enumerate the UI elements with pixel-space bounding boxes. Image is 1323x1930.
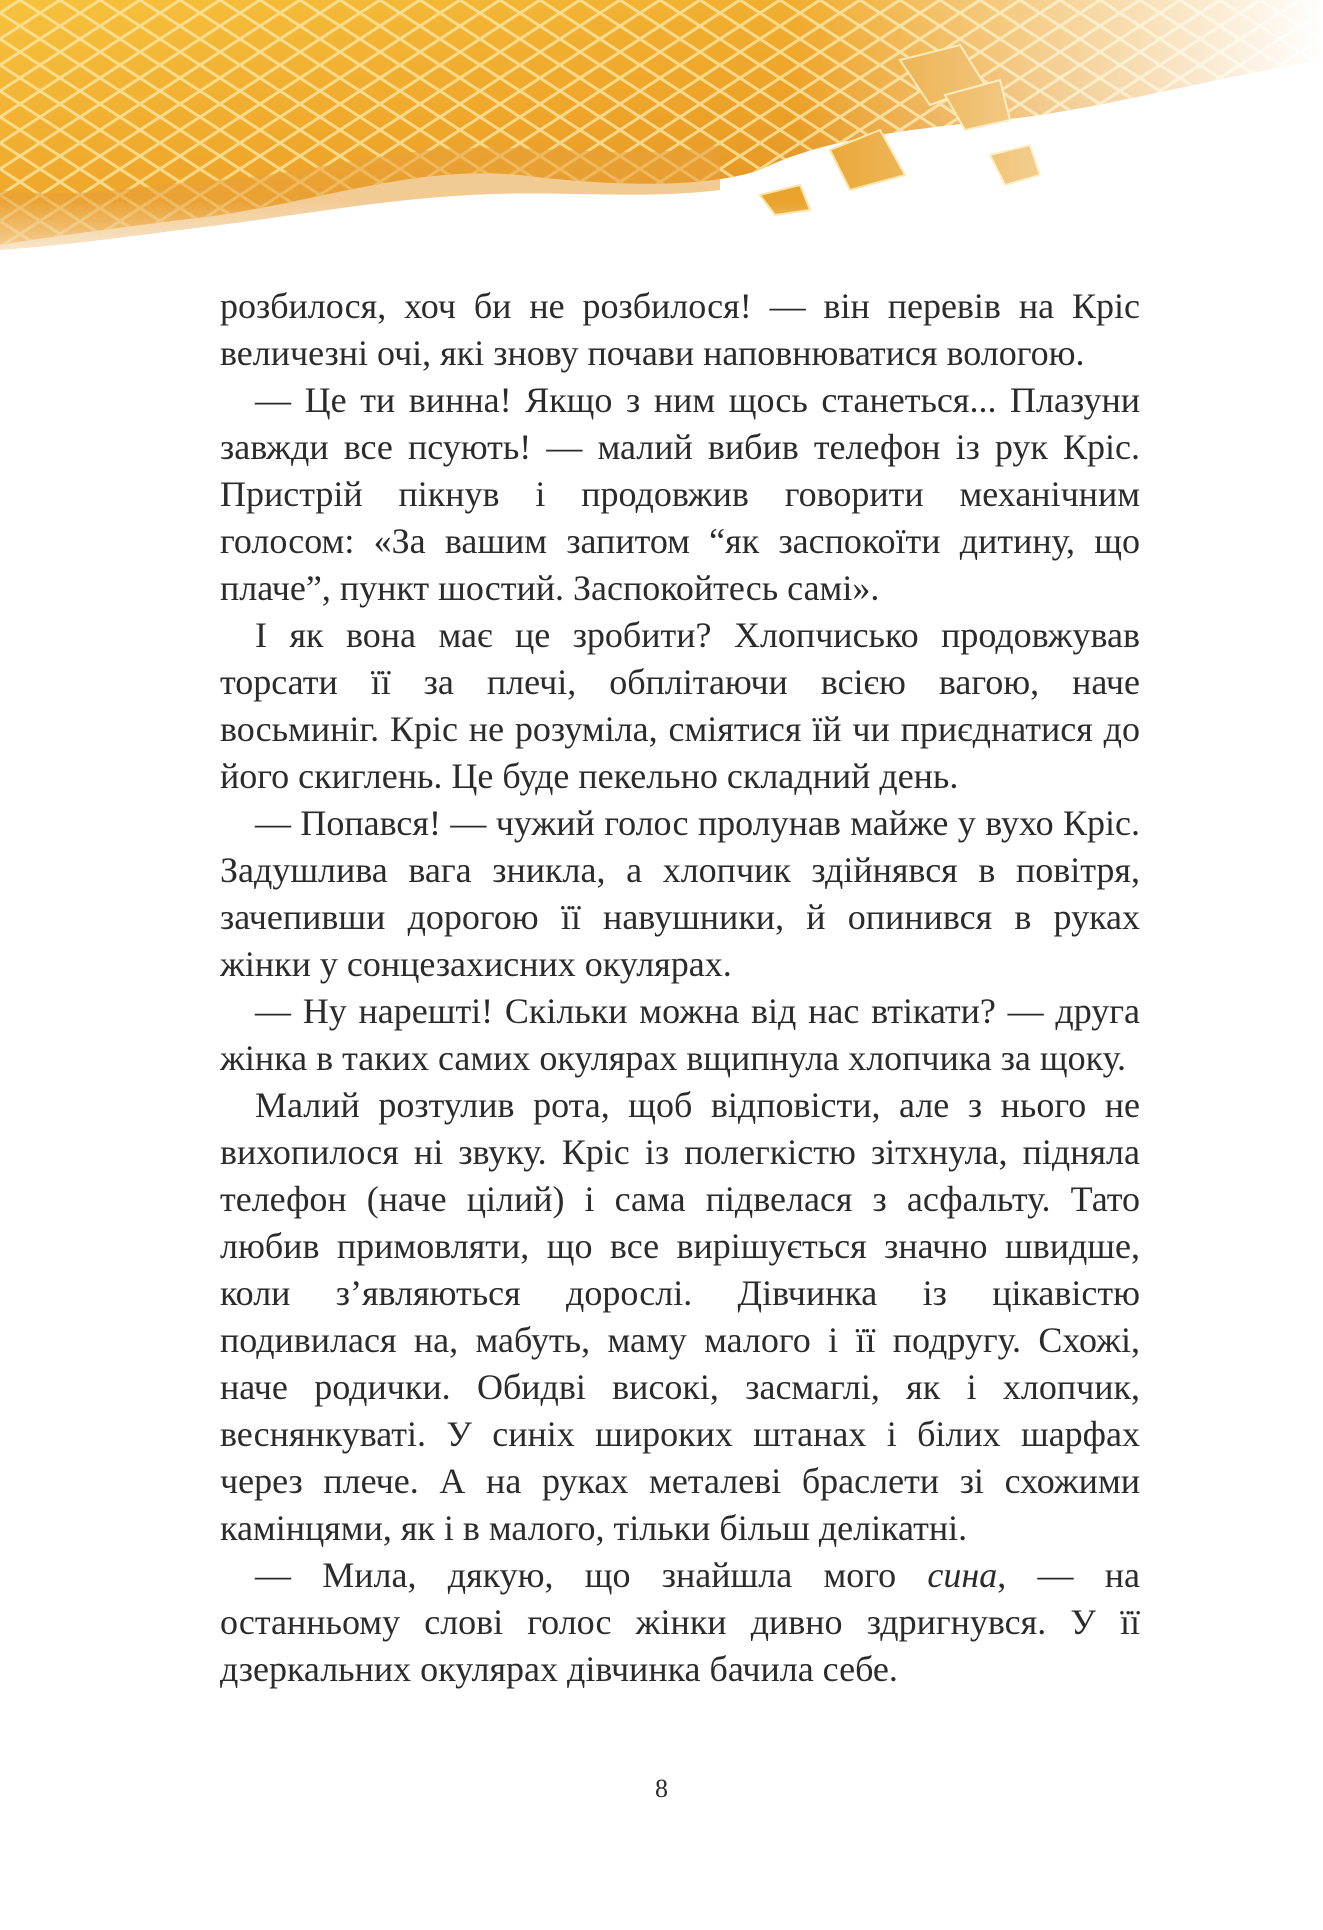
paragraph-7-end: , — на останньому слові голос жінки дивно здригнувся. У її дзеркальних окулярах дівчинка бачила себе. xyxy=(220,1555,1141,1689)
paragraph-2: — Це ти винна! Якщо з ним щось станеться... Плазуни завжди все псують! — малий вибив телефон із рук Кріс. Пристрій пікнув і продовжив говорити механічним голосом: «За вашим запитом “як заспокоїти дитину, що плаче”, пункт шостий. Заспокойтесь самі». xyxy=(220,380,1140,608)
paragraph-4: — Попався! — чужий голос пролунав майже у вухо Кріс. Задушлива вага зникла, а хлопчик здійнявся в повітря, зачепивши дорогою її навушники, й опинився в руках жінки у сонцезахисних окулярах. xyxy=(220,803,1140,984)
paragraph-1: розбилося, хоч би не розбилося! — він перевів на Кріс величезні очі, які знову почави наповнюватися вологою. xyxy=(220,286,1140,373)
golden-scales-header-illustration xyxy=(0,0,1323,300)
paragraph-5: — Ну нарешті! Скільки можна від нас втікати? — друга жінка в таких самих окулярах вщипнула хлопчика за щоку. xyxy=(220,991,1140,1078)
paragraph-3: І як вона має це зробити? Хлопчисько продовжував торсати її за плечі, обплітаючи всією вагою, наче восьминіг. Кріс не розуміла, сміятися їй чи приєднатися до його скиглень. Це буде пекельно складний день. xyxy=(220,615,1140,796)
page-number: 8 xyxy=(655,1774,668,1803)
paragraph-7-italic-word: сина xyxy=(927,1555,998,1595)
paragraph-6: Малий розтулив рота, щоб відповісти, але з нього не вихопилося ні звуку. Кріс із полегкістю зітхнула, підняла телефон (наче цілий) і сама підвелася з асфальту. Тато любив примовляти, що все вирішується значно швидше, коли з’являються дорослі. Дівчинка із цікавістю подивилася на, мабуть, маму малого і її подругу. Схожі, наче родички. Обидві високі, засмаглі, як і хлопчик, веснянкуваті. У синіх широких штанах і білих шарфах через плече. А на руках металеві браслети зі схожими камінцями, як і в малого, тільки більш делікатні. xyxy=(220,1085,1140,1548)
body-text xyxy=(220,283,1140,1693)
paragraph-7-start: — Мила, дякую, що знайшла мого xyxy=(255,1555,928,1595)
paragraph-7 xyxy=(220,1552,1140,1693)
